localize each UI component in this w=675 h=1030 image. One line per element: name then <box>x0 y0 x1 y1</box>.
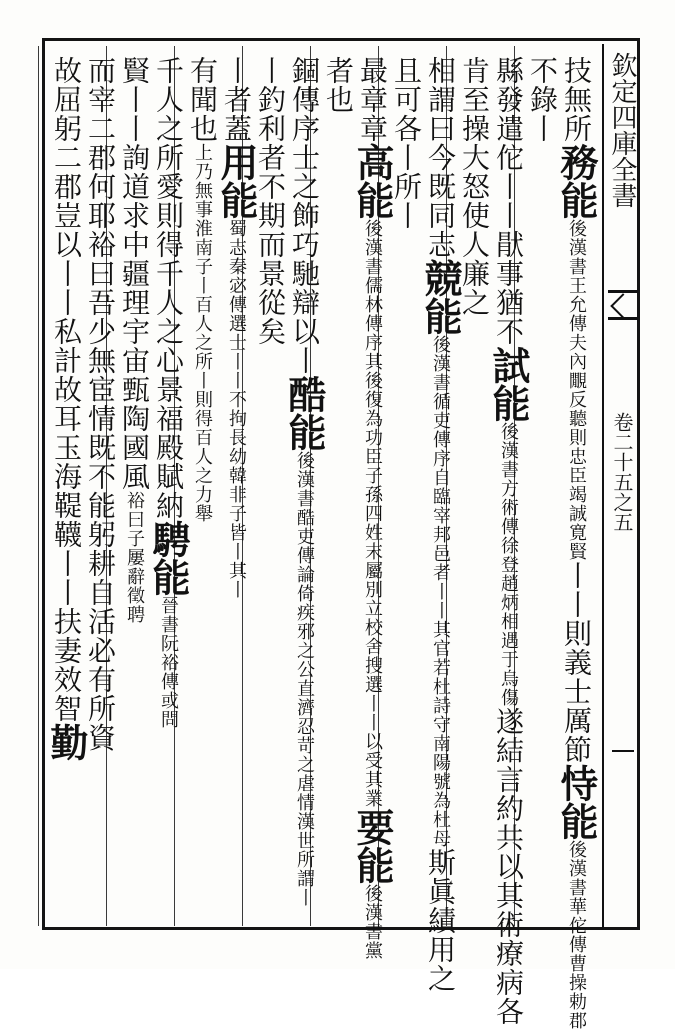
annotation-text: 後漢書王允傳夫內覵反聽則忠臣竭誠寛賢 <box>566 219 587 561</box>
fold-mark <box>612 750 634 752</box>
body-text: 相謂曰今既同志 <box>424 56 457 259</box>
entry-heading: 騁能 <box>146 520 191 596</box>
body-text: 縣發遣佗丨丨猒事猶不 <box>492 56 525 346</box>
entry-heading: 試能 <box>486 346 531 422</box>
entry-heading: 勤 <box>44 723 89 761</box>
annotation-text: 後漢書方術傳徐登趙炳相遇于烏傷 <box>498 422 519 707</box>
annotation-text: 後漢書黨 <box>362 884 383 960</box>
body-text: 者也 <box>322 56 355 114</box>
annotation-text: 後漢書酷吏傳論倚疾邪之公直濟忍苛之虐情漢世所謂丨 <box>294 451 315 907</box>
body-text: 有聞也 <box>186 56 219 143</box>
body-text: 丨者蓋 <box>220 56 253 143</box>
body-text: 丨 <box>526 114 559 143</box>
entry-heading: 酷能 <box>282 375 327 451</box>
annotation-text: 後漢書華佗傳曹操勅郡 <box>566 840 587 1030</box>
body-text: 錮傳序士之飾巧馳辯以丨 <box>288 56 321 375</box>
entry-heading: 高能 <box>350 143 395 219</box>
volume-label: 卷二十五之五 <box>610 412 634 532</box>
entry-heading: 用能 <box>214 143 259 219</box>
body-text: 技無所 <box>560 56 593 143</box>
body-text: 不錄 <box>526 56 559 114</box>
body-text: 斯眞績用之 <box>424 848 457 993</box>
body-text: 丨釣利者不期而景從矣 <box>254 56 287 346</box>
fish-tail-mark-icon <box>608 290 638 320</box>
body-text: 且可各丨所丨 <box>390 56 423 230</box>
page-banner <box>604 52 640 912</box>
entry-heading: 務能 <box>554 143 599 219</box>
body-text: 千人之所愛則得千人之心景福殿賦納 <box>152 56 185 520</box>
annotation-text: 晉書阮裕傳或問 <box>158 596 179 729</box>
body-text: 故屈躬二郡豈以丨丨私計故耳玉海鞮韈丨丨扶妻效智 <box>50 56 83 723</box>
annotation-text: 蜀志秦宓傳選士丨丨不拘長幼韓非子皆丨其丨 <box>226 219 247 599</box>
annotation-text: 裕曰子屢辭徵聘 <box>124 491 145 624</box>
entry-heading: 要能 <box>350 808 395 884</box>
column-rule <box>38 46 39 926</box>
annotation-text: 上乃無事淮南子丨百人之所丨則得百人之力舉 <box>192 143 213 523</box>
body-text: 而宰二郡何耶裕曰吾少無宦情既不能躬耕自活必有所資 <box>84 56 117 752</box>
entry-heading: 競能 <box>418 259 463 335</box>
annotation-text: 後漢書循吏傳序自臨宰邦邑者丨丨其官若杜詩守南陽號為杜母 <box>430 335 451 848</box>
annotation-text: 後漢書儒林傳序其後復為功臣子孫四姓末屬別立校舍搜選丨丨以受其業 <box>362 219 383 808</box>
book-title: 欽定四庫全書 <box>607 52 637 208</box>
entry-heading: 恃能 <box>554 764 599 840</box>
body-text: 丨丨則義士厲節 <box>560 561 593 764</box>
text-column <box>42 56 90 921</box>
body-text: 最章章 <box>356 56 389 143</box>
body-text: 遂結言約共以其術療病各 <box>492 707 525 1026</box>
body-text: 肯至操大怒使人廉之 <box>458 56 491 317</box>
body-text: 賢丨丨詢道求中疆理宇宙甄陶國風 <box>118 56 151 491</box>
